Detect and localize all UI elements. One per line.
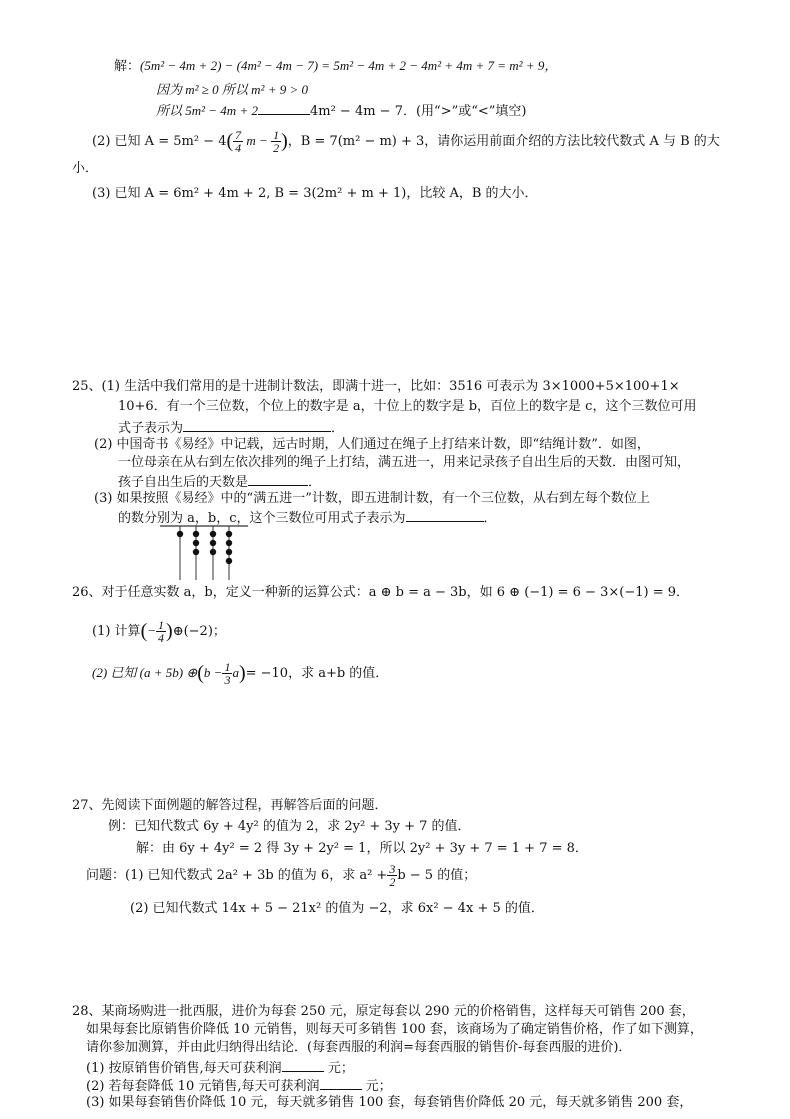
p26-q2-prefix: (2) 已知 (a + 5b) ⊕ xyxy=(92,665,198,680)
p27-q2: (2) 已知代数式 14x + 5 − 21x² 的值为 −2，求 6x² − 4x + 5 的值． xyxy=(130,901,544,916)
knot xyxy=(177,531,183,537)
p26-line1: 26、对于任意实数 a，b，定义一种新的运算公式：a ⊕ b = a − 3b，如 6 ⊕ (−1) = 6 − 3×(−1) = 9． xyxy=(72,585,689,600)
p28-line3: 请你参加测算，并由此归纳得出结论．(每套西服的利润=每套西服的销售价-每套西服的进价)． xyxy=(86,1040,632,1055)
p24-q2-continued: 小． xyxy=(72,161,99,176)
p24-so-line xyxy=(156,101,527,121)
p25-line4: (2) 中国奇书《易经》中记载，远古时期，人们通过在绳子上打结来计数，即“结绳计数”．如图， xyxy=(94,437,650,452)
p27-q1-suffix: b − 5 的值； xyxy=(397,868,477,883)
p26-q2-fraction: $\frac{1}{3}$ xyxy=(224,660,231,687)
p28-q2 xyxy=(86,1076,392,1096)
p28-q1-unit: 元； xyxy=(327,1061,354,1076)
knot xyxy=(193,540,199,546)
p27-example: 例：已知代数式 6y + 4y² 的值为 2，求 2y² + 3y + 7 的值． xyxy=(108,819,471,834)
p27-line1: 27、先阅读下面例题的解答过程，再解答后面的问题． xyxy=(72,798,388,813)
p25-line3-text: 式子表示为 xyxy=(118,421,184,436)
p26-q2: (2) 已知 (a + 5b) ⊕(b − $\frac{1}{3}$ a)= −10，求 a+b 的值． xyxy=(92,660,389,687)
knot-rope-figure xyxy=(160,524,250,582)
p24-solution xyxy=(114,57,557,76)
p25-line3: 式子表示为 ． xyxy=(118,418,344,438)
p24-because-line: 因为 m² ≥ 0 所以 m² + 9 > 0 xyxy=(156,82,309,97)
p26-q2-mid: b − xyxy=(203,665,223,680)
p25-line6: 孩子自出生后的天数是 ． xyxy=(118,472,321,492)
p24-so-prefix: 所以 5m² − 4m + 2 xyxy=(156,103,258,118)
p25-line6-text: 孩子自出生后的天数是 xyxy=(118,475,249,490)
p24-solution-expr: (5m² − 4m + 2) − (4m² − 4m − 7) = 5m² − 4m + 2 − 4m² + 4m + 7 = m² + 9， xyxy=(140,58,558,73)
p28-q1-text: (1) 按原销售价销售,每天可获利润 xyxy=(86,1061,282,1076)
p25-answer-blank-2[interactable] xyxy=(248,472,308,486)
p26-q2-suffix: = −10，求 a+b 的值． xyxy=(245,666,389,681)
p24-q2-fraction: $\frac{7}{4}$ xyxy=(235,128,242,155)
p24-q2: (2) 已知 A = 5m² − 4( $\frac{7}{4}$ m − $\frac{1}{2}$ )，B = 7(m² − m) + 3，请你运用前面介绍的方法比较代数式 A 与 B 的大 xyxy=(92,128,720,155)
p24-q2-prefix: (2) 已知 A = 5m² − 4 xyxy=(92,134,227,149)
p28-line1: 28、某商场购进一批西服，进价为每套 250 元，原定每套以 290 元的价格销售，这样每天可销售 200 套， xyxy=(72,1004,695,1019)
p25-line5: 一位母亲在从右到左依次排列的绳子上打结，满五进一，用来记录孩子自出生后的天数．由图可知， xyxy=(118,455,691,470)
knot xyxy=(210,540,216,546)
p28-answer-blank-2[interactable] xyxy=(320,1076,362,1090)
p28-q1 xyxy=(86,1058,354,1078)
p25-answer-blank-3[interactable] xyxy=(406,508,484,522)
p26-q1-suffix: ⊕(−2)； xyxy=(172,624,226,639)
p28-q2-unit: 元； xyxy=(365,1079,392,1094)
p25-line2: 10+6．有一个三位数，个位上的数字是 a，十位上的数字是 b，百位上的数字是 c，这个三数位可用 xyxy=(118,399,697,414)
p27-q1-prefix: 问题：(1) 已知代数式 2a² + 3b 的值为 6，求 a² + xyxy=(86,868,388,883)
p27-solution: 解：由 6y + 4y² = 2 得 3y + 2y² = 1，所以 2y² + 3y + 7 = 1 + 7 = 8． xyxy=(136,841,588,856)
knot xyxy=(193,531,199,537)
knot xyxy=(226,549,232,555)
p25-answer-blank-1[interactable] xyxy=(183,418,331,432)
p25-line8: 的数分别为 a，b，c，这个三数位可用式子表示为 ． xyxy=(118,508,497,528)
p26-q1-fraction: $\frac{1}{4}$ xyxy=(158,618,165,645)
knot xyxy=(226,531,232,537)
p24-q3: (3) 已知 A = 6m² + 4m + 2, B = 3(2m² + m + 1)，比较 A，B 的大小． xyxy=(92,186,538,201)
p24-q2-suffix: ，B = 7(m² − m) + 3，请你运用前面介绍的方法比较代数式 A 与 B 的大 xyxy=(287,134,720,149)
p24-so-suffix: 4m² − 4m − 7．(用“>”或“<”填空) xyxy=(309,104,527,119)
knot xyxy=(226,540,232,546)
p24-q2-fraction-2: $\frac{1}{2}$ xyxy=(273,128,280,155)
p27-q1-fraction: $\frac{3}{2}$ xyxy=(389,862,396,889)
p24-answer-blank[interactable] xyxy=(258,101,310,115)
p28-q3: (3) 如果每套销售价降低 10 元，每天就多销售 100 套，每套销售价降低 20 元，每天就多销售 200 套， xyxy=(86,1095,693,1110)
knot xyxy=(210,549,216,555)
p28-answer-blank-1[interactable] xyxy=(282,1058,324,1072)
p26-q1: (1) 计算(− $\frac{1}{4}$ )⊕(−2)； xyxy=(92,618,226,645)
knot xyxy=(226,558,232,564)
p25-line1: 25、(1) 生活中我们常用的是十进制计数法，即满十进一，比如：3516 可表示为 3×1000+5×100+1× xyxy=(72,379,680,394)
p28-line2: 如果每套比原销售价降低 10 元销售，则每天可多销售 100 套，该商场为了确定销售价格，作了如下测算， xyxy=(86,1022,703,1037)
p26-q1-prefix: (1) 计算 xyxy=(92,624,141,639)
p25-line7: (3) 如果按照《易经》中的“满五进一”计数，即五进制计数，有一个三位数，从右到左每个数位上 xyxy=(94,491,650,506)
p25-line8-text: 的数分别为 a，b，c，这个三数位可用式子表示为 xyxy=(118,511,406,526)
knot xyxy=(193,549,199,555)
knot xyxy=(210,531,216,537)
p27-q1 xyxy=(86,862,476,890)
p28-q2-text: (2) 若每套降低 10 元销售,每天可获利润 xyxy=(86,1079,320,1094)
p24-solution-label: 解： xyxy=(114,59,141,74)
